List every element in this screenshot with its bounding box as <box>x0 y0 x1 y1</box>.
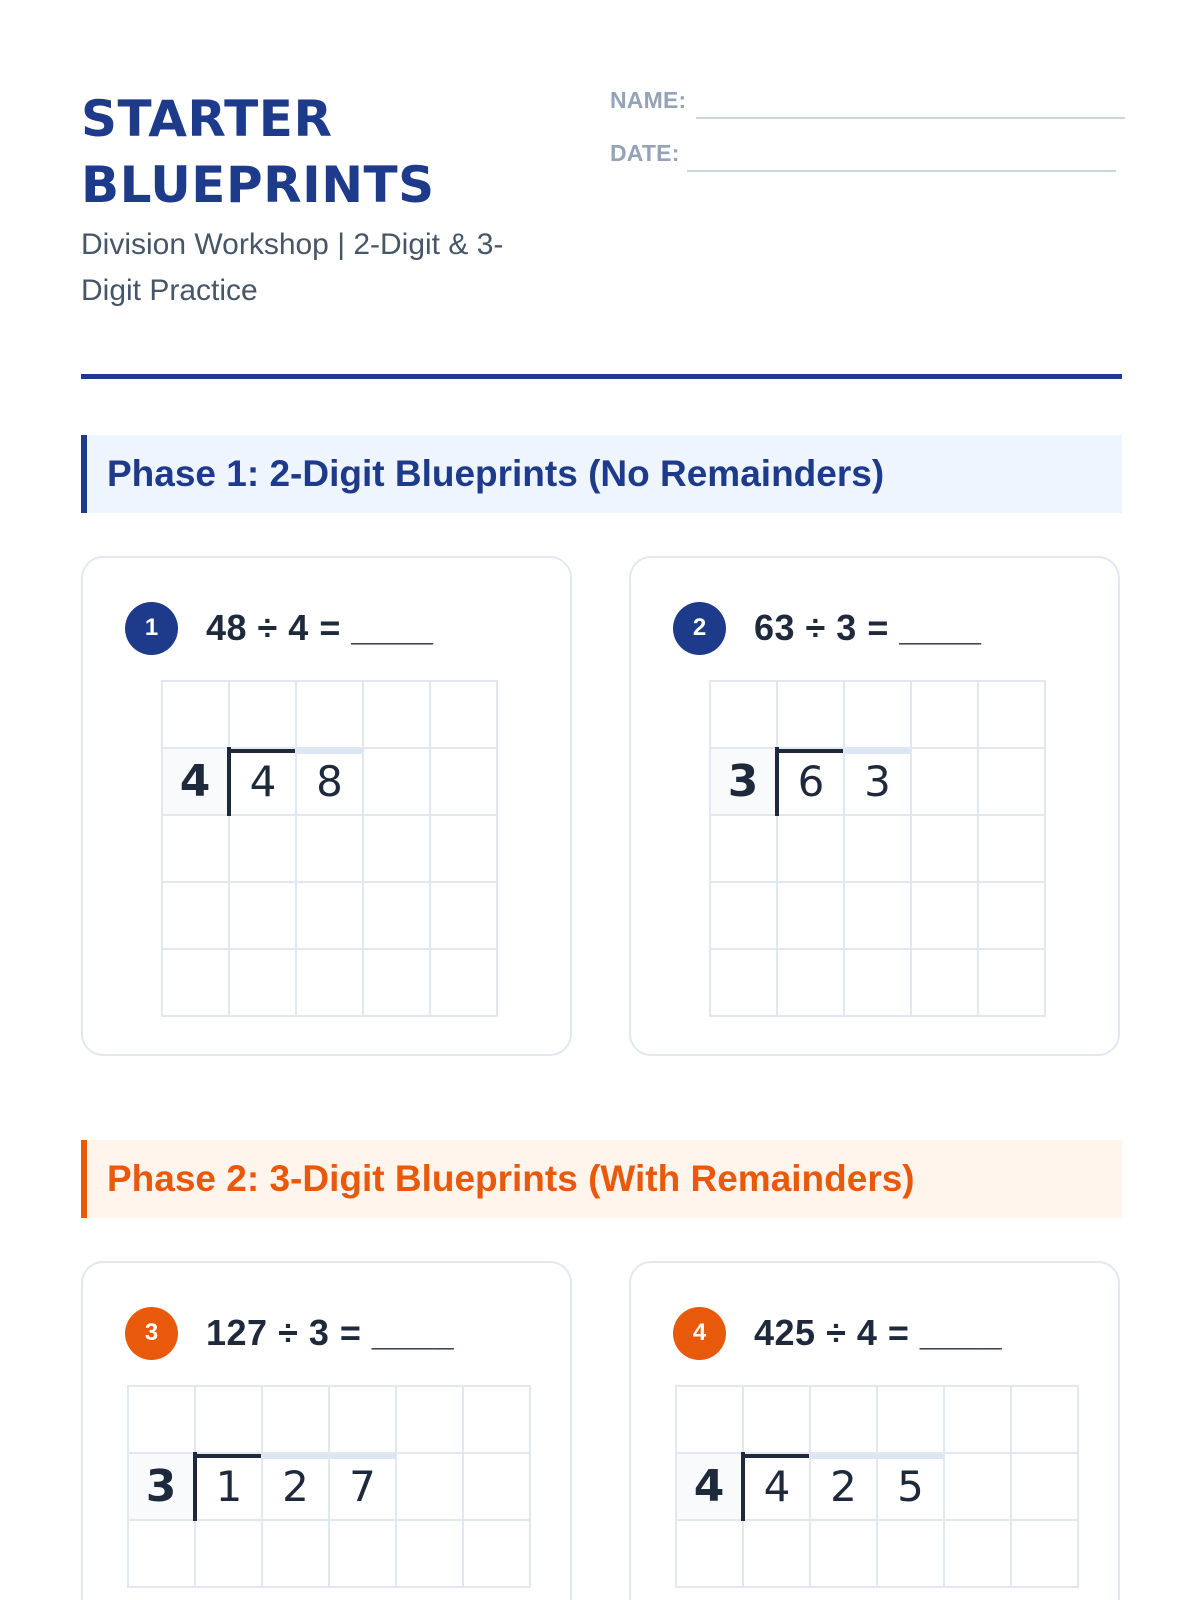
grid-cell[interactable] <box>676 1386 743 1453</box>
grid-cell[interactable] <box>363 681 430 748</box>
grid-cell[interactable] <box>396 1386 463 1453</box>
grid-cell[interactable] <box>911 815 978 882</box>
grid-cell[interactable] <box>810 1386 877 1453</box>
work-grid <box>709 680 1046 1017</box>
dividend-digit: 2 <box>810 1453 877 1520</box>
problem-number-badge: 2 <box>673 602 726 655</box>
grid-cell[interactable] <box>296 882 363 949</box>
grid-cell[interactable] <box>978 681 1045 748</box>
work-grid <box>675 1385 1079 1588</box>
grid-cell[interactable] <box>844 949 911 1016</box>
grid-cell[interactable] <box>810 1520 877 1587</box>
brand-block <box>81 86 581 314</box>
grid-cell[interactable] <box>911 882 978 949</box>
grid-cell[interactable] <box>430 882 497 949</box>
divisor-cell: 3 <box>710 748 777 815</box>
header-divider <box>81 374 1122 379</box>
grid-cell[interactable] <box>877 1520 944 1587</box>
problem-header <box>673 1305 1002 1361</box>
dividend-digit: 8 <box>296 748 363 815</box>
divisor-cell: 3 <box>128 1453 195 1520</box>
grid-cell[interactable] <box>329 1520 396 1587</box>
grid-cell[interactable] <box>743 1386 810 1453</box>
worksheet-subtitle: Division Workshop | 2-Digit & 3-Digit Practice <box>81 228 504 307</box>
worksheet-header <box>81 86 1121 386</box>
grid-cell[interactable] <box>676 1520 743 1587</box>
grid-cell[interactable] <box>430 949 497 1016</box>
grid-cell[interactable] <box>710 949 777 1016</box>
grid-cell[interactable] <box>229 815 296 882</box>
grid-cell[interactable] <box>911 949 978 1016</box>
grid-cell[interactable] <box>363 882 430 949</box>
grid-cell[interactable] <box>1011 1520 1078 1587</box>
grid-cell[interactable] <box>978 748 1045 815</box>
grid-cell[interactable] <box>911 681 978 748</box>
grid-cell[interactable] <box>229 882 296 949</box>
grid-cell[interactable] <box>296 949 363 1016</box>
dividend-digit: 6 <box>777 748 844 815</box>
problem-number-badge: 1 <box>125 602 178 655</box>
grid-cell[interactable] <box>229 681 296 748</box>
problem-number-badge: 4 <box>673 1307 726 1360</box>
grid-cell[interactable] <box>463 1520 530 1587</box>
problem-card-1 <box>81 556 572 1056</box>
grid-cell[interactable] <box>1011 1386 1078 1453</box>
grid-cell[interactable] <box>128 1520 195 1587</box>
grid-cell[interactable] <box>262 1386 329 1453</box>
problem-number-badge: 3 <box>125 1307 178 1360</box>
dividend-digit: 2 <box>262 1453 329 1520</box>
problem-card-4 <box>629 1261 1120 1600</box>
problem-equation: 127 ÷ 3 = ____ <box>206 1312 454 1353</box>
grid-cell[interactable] <box>396 1453 463 1520</box>
problem-equation: 48 ÷ 4 = ____ <box>206 607 434 648</box>
problem-card-2 <box>629 556 1120 1056</box>
brand-title-line-1: STARTER <box>81 90 333 148</box>
problem-card-3 <box>81 1261 572 1600</box>
name-label: NAME: <box>610 87 687 113</box>
grid-cell[interactable] <box>128 1386 195 1453</box>
phase-1-banner: Phase 1: 2-Digit Blueprints (No Remainders) <box>81 435 1122 513</box>
grid-cell[interactable] <box>229 949 296 1016</box>
date-label: DATE: <box>610 140 680 166</box>
grid-cell[interactable] <box>162 882 229 949</box>
grid-cell[interactable] <box>195 1386 262 1453</box>
grid-cell[interactable] <box>463 1453 530 1520</box>
grid-cell[interactable] <box>844 882 911 949</box>
work-grid <box>127 1385 531 1588</box>
name-line[interactable] <box>696 117 1125 119</box>
problem-equation: 425 ÷ 4 = ____ <box>754 1312 1002 1353</box>
grid-cell[interactable] <box>430 681 497 748</box>
divisor-cell: 4 <box>162 748 229 815</box>
grid-cell[interactable] <box>877 1386 944 1453</box>
grid-cell[interactable] <box>463 1386 530 1453</box>
grid-cell[interactable] <box>296 681 363 748</box>
grid-cell[interactable] <box>430 748 497 815</box>
work-grid <box>161 680 498 1017</box>
problem-header <box>125 600 433 656</box>
dividend-digit: 3 <box>844 748 911 815</box>
grid-cell[interactable] <box>743 1520 810 1587</box>
dividend-digit: 7 <box>329 1453 396 1520</box>
grid-cell[interactable] <box>430 815 497 882</box>
grid-cell[interactable] <box>329 1386 396 1453</box>
grid-cell[interactable] <box>944 1453 1011 1520</box>
grid-cell[interactable] <box>710 815 777 882</box>
grid-cell[interactable] <box>777 815 844 882</box>
grid-cell[interactable] <box>363 815 430 882</box>
grid-cell[interactable] <box>777 882 844 949</box>
problem-header <box>673 600 981 656</box>
problem-header <box>125 1305 454 1361</box>
dividend-digit: 5 <box>877 1453 944 1520</box>
grid-cell[interactable] <box>844 815 911 882</box>
grid-cell[interactable] <box>262 1520 329 1587</box>
grid-cell[interactable] <box>296 815 363 882</box>
dividend-digit: 1 <box>195 1453 262 1520</box>
dividend-digit: 4 <box>229 748 296 815</box>
phase-2-banner: Phase 2: 3-Digit Blueprints (With Remainders) <box>81 1140 1122 1218</box>
dividend-digit: 4 <box>743 1453 810 1520</box>
divisor-cell: 4 <box>676 1453 743 1520</box>
grid-cell[interactable] <box>1011 1453 1078 1520</box>
grid-cell[interactable] <box>978 882 1045 949</box>
grid-cell[interactable] <box>777 681 844 748</box>
date-line[interactable] <box>687 170 1116 172</box>
grid-cell[interactable] <box>162 949 229 1016</box>
grid-cell[interactable] <box>710 882 777 949</box>
grid-cell[interactable] <box>363 949 430 1016</box>
grid-cell[interactable] <box>396 1520 463 1587</box>
grid-cell[interactable] <box>162 681 229 748</box>
grid-cell[interactable] <box>777 949 844 1016</box>
grid-cell[interactable] <box>978 949 1045 1016</box>
grid-cell[interactable] <box>944 1386 1011 1453</box>
date-field[interactable] <box>610 139 1125 192</box>
grid-cell[interactable] <box>844 681 911 748</box>
brand-title-line-2: BLUEPRINTS <box>81 156 435 214</box>
grid-cell[interactable] <box>162 815 229 882</box>
grid-cell[interactable] <box>363 748 430 815</box>
grid-cell[interactable] <box>944 1520 1011 1587</box>
grid-cell[interactable] <box>710 681 777 748</box>
problem-equation: 63 ÷ 3 = ____ <box>754 607 982 648</box>
grid-cell[interactable] <box>978 815 1045 882</box>
student-fields <box>610 86 1125 192</box>
grid-cell[interactable] <box>911 748 978 815</box>
name-field[interactable] <box>610 86 1125 139</box>
grid-cell[interactable] <box>195 1520 262 1587</box>
